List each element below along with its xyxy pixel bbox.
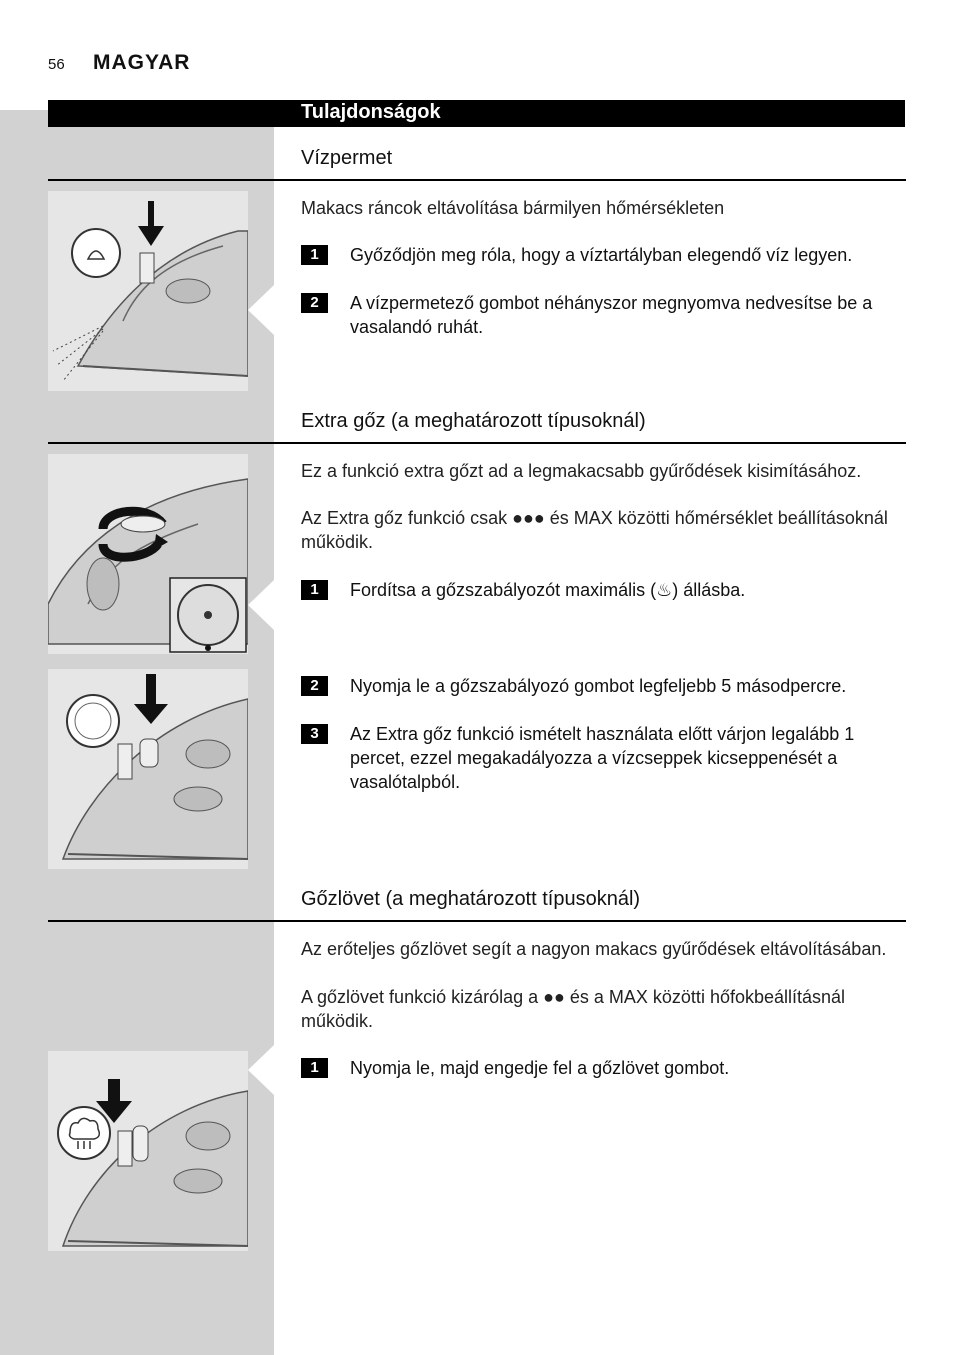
step-number: 2 <box>301 293 328 313</box>
step-number: 1 <box>301 1058 328 1078</box>
illustration-spray <box>48 191 248 391</box>
heading-shot-of-steam: Gőzlövet (a meghatározott típusoknál) <box>301 888 641 910</box>
step-number: 1 <box>301 580 328 600</box>
paragraph: Az Extra gőz funkció csak ●●● és MAX közötti hőmérséklet beállításoknál működik. <box>301 508 888 552</box>
illustration-shot-of-steam <box>48 1051 248 1251</box>
heading-rule <box>48 442 906 444</box>
illustration-steam-dial <box>48 454 248 654</box>
illustration-extra-steam-button <box>48 669 248 869</box>
step-number: 2 <box>301 676 328 696</box>
step-text: Győződjön meg róla, hogy a víztartályban elegendő víz legyen. <box>350 245 853 265</box>
step-number: 3 <box>301 724 328 744</box>
section-bar-title: Tulajdonságok <box>301 101 441 123</box>
step-text: Nyomja le, majd engedje fel a gőzlövet gombot. <box>350 1058 730 1078</box>
illustration-pointer <box>248 580 274 630</box>
page-number: 56 <box>48 56 65 73</box>
paragraph: Az erőteljes gőzlövet segít a nagyon makacs gyűrődések eltávolításában. <box>301 939 887 959</box>
step-text: A vízpermetező gombot néhányszor megnyomva nedvesítse be a vasalandó ruhát. <box>350 293 873 337</box>
paragraph: Ez a funkció extra gőzt ad a legmakacsabb gyűrődések kisimításához. <box>301 461 862 481</box>
heading-vizpermet: Vízpermet <box>301 147 393 169</box>
heading-extra-steam: Extra gőz (a meghatározott típusoknál) <box>301 410 646 432</box>
paragraph: Makacs ráncok eltávolítása bármilyen hőmérsékleten <box>301 198 725 218</box>
step-number: 1 <box>301 245 328 265</box>
step-text: Fordítsa a gőzszabályozót maximális (♨) állásba. <box>350 580 746 600</box>
language-label: MAGYAR <box>93 51 191 74</box>
section-bar <box>48 100 905 127</box>
heading-rule <box>48 179 906 181</box>
step-text: Az Extra gőz funkció ismételt használata előtt várjon legalább 1 percet, ezzel megakadályozza a vízcseppek kicseppenését a vasalótalpból. <box>350 724 855 792</box>
step-text: Nyomja le a gőzszabályozó gombot legfeljebb 5 másodpercre. <box>350 676 847 696</box>
illustration-pointer <box>248 1045 274 1095</box>
heading-rule <box>48 920 906 922</box>
paragraph: A gőzlövet funkció kizárólag a ●● és a MAX közötti hőfokbeállításnál működik. <box>301 987 846 1031</box>
illustration-pointer <box>248 285 274 335</box>
